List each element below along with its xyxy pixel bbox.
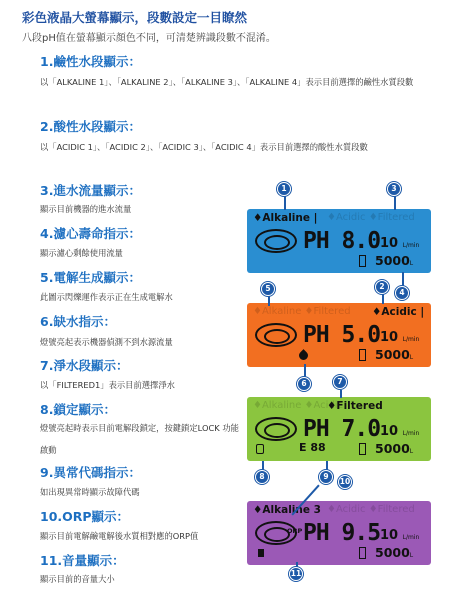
section-title-no-water: 6.缺水指示： <box>40 314 116 329</box>
electrolysis-ring-icon <box>255 323 297 347</box>
callout-5: 5 <box>261 282 275 296</box>
section-title-alkaline: 1.鹼性水段顯示： <box>40 54 141 69</box>
flow-readout: 10 L/min <box>380 330 420 345</box>
lcd-display-filtered <box>247 397 431 461</box>
callout-8: 8 <box>255 470 269 484</box>
mode-label: ♦Filtered <box>327 400 383 412</box>
lcd-display-orp <box>247 501 431 565</box>
orp-label: ORP <box>287 527 303 535</box>
section-title-lock: 8.鎖定顯示： <box>40 402 116 417</box>
section-desc-filtered: 以「FILTERED1」表示目前選擇淨水 <box>40 380 175 390</box>
water-drop-icon <box>297 349 310 362</box>
callout-3: 3 <box>387 182 401 196</box>
section-title-acidic: 2.酸性水段顯示： <box>40 119 141 134</box>
callout-11: 11 <box>289 567 303 581</box>
section-desc-electrolysis: 此圖示閃爍運作表示正在生成電解水 <box>40 292 173 302</box>
section-title-orp: 10.ORP顯示： <box>40 509 130 524</box>
lcd-display-acidic <box>247 303 431 367</box>
section-desc-lock: 燈號亮起時表示目前電解段鎖定，按鍵鎖定LOCK 功能啟動 <box>40 423 239 455</box>
error-code-readout: E 88 <box>299 441 326 454</box>
ghost-mode-labels: ♦Acidic ♦Filtered <box>327 504 415 515</box>
callout-2: 2 <box>375 280 389 294</box>
ghost-mode-labels: ♦Acidic ♦Filtered <box>327 212 415 223</box>
section-desc-error-code: 如出現異常時顯示故障代碼 <box>40 487 140 497</box>
section-desc-no-water: 燈號亮起表示機器偵測不到水源流量 <box>40 337 173 347</box>
ph-readout: PH 7.0 <box>303 416 381 442</box>
section-title-electrolysis: 5.電解生成顯示： <box>40 270 141 285</box>
callout-10: 10 <box>338 475 352 489</box>
section-title-volume: 11.音量顯示： <box>40 553 125 568</box>
section-desc-alkaline: 以「ALKALINE 1」、「ALKALINE 2」、「ALKALINE 3」、「ALKALINE 4」表示目前選擇的鹼性水質段數 <box>40 77 414 87</box>
callout-1: 1 <box>277 182 291 196</box>
filter-icon <box>359 443 366 455</box>
filter-icon <box>359 547 366 559</box>
mode-label: ♦Alkaline | <box>253 212 318 224</box>
filter-life-readout: 5000L <box>375 347 414 362</box>
section-title-filtered: 7.淨水段顯示： <box>40 358 129 373</box>
ph-readout: PH 8.0 <box>303 228 381 254</box>
ph-readout: PH 5.0 <box>303 322 381 348</box>
ghost-mode-labels: ♦Alkaline ♦Acidic <box>253 400 344 411</box>
filter-life-readout: 5000L <box>375 441 414 456</box>
flow-readout: 10 L/min <box>380 528 420 543</box>
filter-icon <box>359 255 366 267</box>
page-title: 彩色液晶大螢幕顯示，段數設定一目瞭然 <box>22 10 248 25</box>
filter-life-readout: 5000L <box>375 253 414 268</box>
flow-readout: 10 L/min <box>380 236 420 251</box>
section-title-filter-life: 4.濾心壽命指示： <box>40 226 141 241</box>
speaker-icon <box>258 549 264 557</box>
section-title-error-code: 9.異常代碼指示： <box>40 465 141 480</box>
callout-6: 6 <box>297 377 311 391</box>
lcd-display-alkaline <box>247 209 431 273</box>
section-desc-acidic: 以「ACIDIC 1」、「ACIDIC 2」、「ACIDIC 3」、「ACIDIC 4」表示目前選擇的酸性水質段數 <box>40 142 368 152</box>
electrolysis-ring-icon <box>255 229 297 253</box>
mode-label: ♦Acidic | <box>372 306 425 318</box>
filter-life-readout: 5000L <box>375 545 414 560</box>
section-desc-volume: 顯示目前的音量大小 <box>40 574 115 584</box>
section-desc-orp: 顯示目前電解鹼電解後水質相對應的ORP值 <box>40 531 199 541</box>
filter-icon <box>359 349 366 361</box>
callout-4: 4 <box>395 286 409 300</box>
page-subtitle: 八段pH值在螢幕顯示顏色不同，可清楚辨識段數不混淆。 <box>22 33 276 44</box>
section-desc-filter-life: 顯示濾心剩餘使用流量 <box>40 248 123 258</box>
callout-7: 7 <box>333 375 347 389</box>
electrolysis-ring-icon <box>255 417 297 441</box>
flow-readout: 10 L/min <box>380 424 420 439</box>
section-title-flow: 3.進水流量顯示： <box>40 183 141 198</box>
section-desc-flow: 顯示目前機器的進水流量 <box>40 204 132 214</box>
ghost-mode-labels: ♦Alkaline ♦Filtered <box>253 306 351 317</box>
ph-readout: PH 9.5 <box>303 520 381 546</box>
callout-9: 9 <box>319 470 333 484</box>
mode-label: ♦Alkaline 3 <box>253 504 321 516</box>
lock-icon <box>256 444 264 454</box>
